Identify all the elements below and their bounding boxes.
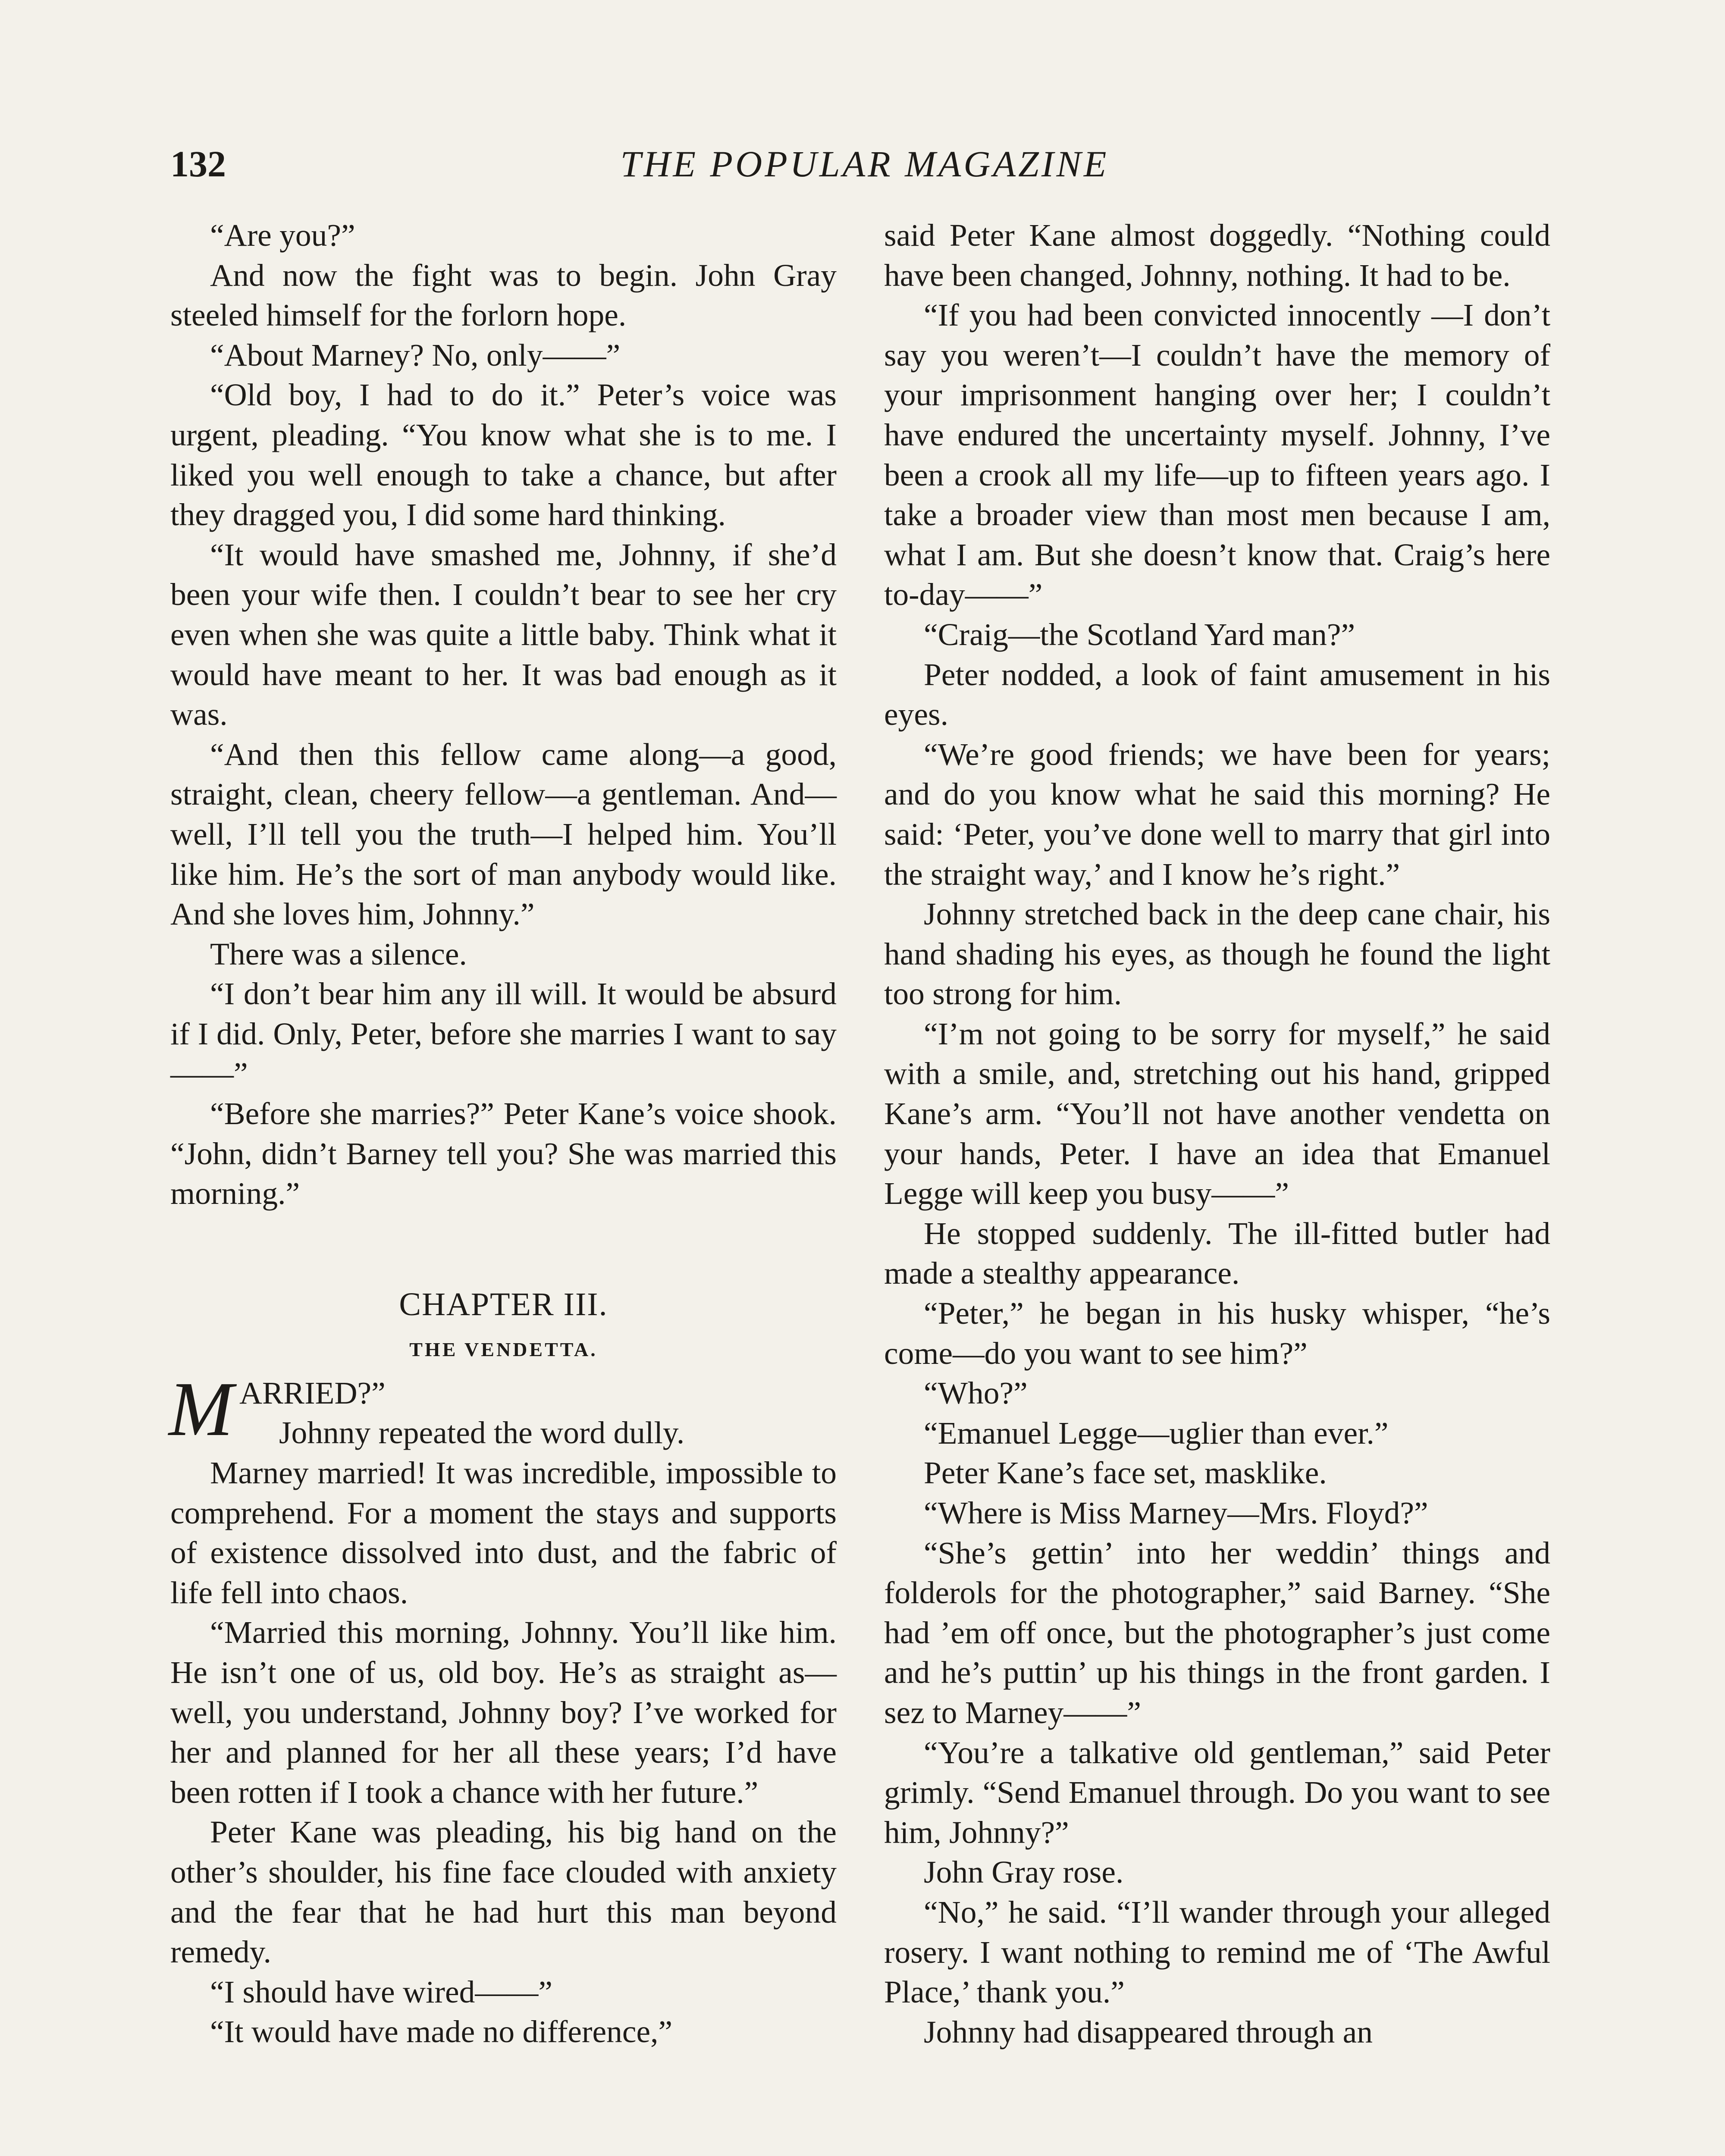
paragraph: “If you had been convicted innocently —I don’t say you weren’t—I couldn’t have the memory of your imprisonment hanging over her; I couldn’t have endured the uncertainty myself. Johnny, I’ve been a crook all my life—up to fifteen years ago. I take a broader view than most men because I am, what I am. But she doesn’t know that. Craig’s here to-day——”: [884, 298, 1550, 612]
page-number: 132: [170, 143, 226, 185]
paragraph: He stopped suddenly. The ill-fitted butler had made a stealthy appearance.: [884, 1216, 1550, 1291]
paragraph: “And then this fellow came along—a good, straight, clean, cheery fellow—a gentleman. And—well, I’ll tell you the truth—I helped him. You’ll like him. He’s the sort of man anybody would like. And she loves him, Johnny.”: [170, 736, 837, 932]
paragraph: “I should have wired——”: [210, 1974, 552, 2009]
paragraph: “We’re good friends; we have been for years; and do you know what he said this morning? He said: ‘Peter, you’ve done well to marry that girl into the straight way,’ and I know he’s right.”: [884, 736, 1550, 892]
paragraph: Johnny repeated the word dully.: [279, 1415, 685, 1451]
left-column: [170, 216, 837, 2052]
paragraph: “Craig—the Scotland Yard man?”: [924, 617, 1355, 652]
paragraph: Peter Kane was pleading, his big hand on the other’s shoulder, his fine face clouded with anxiety and the fear that he had hurt this man beyond remedy.: [170, 1814, 837, 1970]
paragraph: There was a silence.: [210, 936, 467, 971]
paragraph: “Where is Miss Marney—Mrs. Floyd?”: [924, 1495, 1428, 1530]
paragraph: “No,” he said. “I’ll wander through your alleged rosery. I want nothing to remind me of ‘The Awful Place,’ thank you.”: [884, 1894, 1550, 2010]
paragraph: “Before she marries?” Peter Kane’s voice shook. “John, didn’t Barney tell you? She was married this morning.”: [170, 1096, 837, 1211]
paragraph: “About Marney? No, only——”: [210, 337, 621, 373]
opening-line-text: ARRIED?”: [239, 1375, 386, 1410]
paragraph: “I’m not going to be sorry for myself,” he said with a smile, and, stretching out his hand, gripped Kane’s arm. “You’ll not have another vendetta on your hands, Peter. I have an idea that Emanuel Legge will keep you busy——”: [884, 1016, 1550, 1211]
paragraph: “Peter,” he began in his husky whisper, “he’s come—do you want to see him?”: [884, 1296, 1550, 1371]
paragraph: “You’re a talkative old gentleman,” said Peter grimly. “Send Emanuel through. Do you want to see him, Johnny?”: [884, 1735, 1550, 1850]
paragraph: Johnny had disappeared through an: [924, 2014, 1373, 2049]
paragraph: “Married this morning, Johnny. You’ll like him. He isn’t one of us, old boy. He’s as straight as—well, you understand, Johnny boy? I’ve worked for her and planned for her all these years; I’d have been rotten if I took a chance with her future.”: [170, 1615, 837, 1810]
paragraph: “Who?”: [924, 1376, 1028, 1411]
paragraph: “It would have smashed me, Johnny, if she’d been your wife then. I couldn’t bear to see her cry even when she was quite a little baby. Think what it would have meant to her. It was bad enough as it was.: [170, 537, 837, 732]
paragraph: Peter nodded, a look of faint amusement in his eyes.: [884, 657, 1550, 732]
paragraph: John Gray rose.: [924, 1855, 1124, 1890]
paragraph: “She’s gettin’ into her weddin’ things and folderols for the photographer,” said Barney. “She had ’em off once, but the photographer’s just come and he’s puttin’ up his things in the front garden. I sez to Marney——”: [884, 1535, 1550, 1730]
paragraph: “Emanuel Legge—uglier than ever.”: [924, 1415, 1389, 1451]
paragraph: “Old boy, I had to do it.” Peter’s voice was urgent, pleading. “You know what she is to me. I liked you well enough to take a chance, but after they dragged you, I did some hard thinking.: [170, 377, 837, 533]
right-column: [884, 216, 1550, 2052]
paragraph: Johnny stretched back in the deep cane chair, his hand shading his eyes, as though he found the light too strong for him.: [884, 896, 1550, 1012]
chapter-title: CHAPTER III.: [399, 1286, 608, 1322]
paragraph: “I don’t bear him any ill will. It would be absurd if I did. Only, Peter, before she marries I want to say——”: [170, 976, 837, 1091]
paragraph: Peter Kane’s face set, masklike.: [924, 1455, 1327, 1491]
page-header: [170, 138, 1559, 190]
paragraph: And now the fight was to begin. John Gray steeled himself for the forlorn hope.: [170, 257, 837, 333]
drop-cap: M: [169, 1366, 233, 1452]
paragraph: said Peter Kane almost doggedly. “Nothing could have been changed, Johnny, nothing. It had to be.: [884, 218, 1550, 293]
paragraph: Marney married! It was incredible, impossible to comprehend. For a moment the stays and supports of existence dissolved into dust, and the fabric of life fell into chaos.: [170, 1455, 837, 1610]
paragraph: “Are you?”: [210, 218, 355, 253]
paragraph: “It would have made no difference,”: [210, 2014, 673, 2049]
running-head: THE POPULAR MAGAZINE: [620, 143, 1109, 185]
chapter-subtitle: THE VENDETTA.: [409, 1338, 598, 1360]
